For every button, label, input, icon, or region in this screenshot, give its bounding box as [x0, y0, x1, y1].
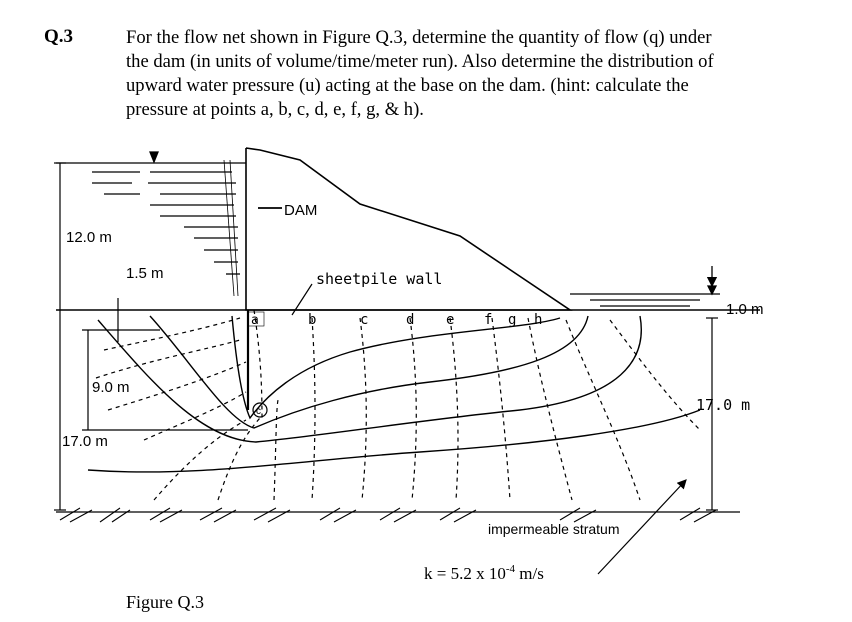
equipotential-line [312, 318, 315, 500]
dam-label: DAM [284, 202, 318, 219]
point-label-g: g [508, 312, 517, 328]
permeability-prefix: k = 5.2 x 10 [424, 564, 506, 583]
sheetpile-head-label: 1.5 m [126, 265, 164, 282]
point-label-f: f [484, 312, 493, 328]
equipotential-line [566, 320, 640, 500]
tailwater-level-triangle-icon [708, 286, 716, 294]
equipotential-line [528, 318, 572, 500]
equipotential-line [492, 318, 510, 500]
impermeable-stratum-label: impermeable stratum [488, 521, 620, 537]
figure-caption: Figure Q.3 [126, 592, 204, 612]
flow-line [232, 316, 560, 418]
permeability-label [424, 563, 544, 583]
upstream-head-label: 12.0 m [66, 229, 112, 246]
dimension-lines [54, 163, 718, 510]
water-level-triangle-icon [150, 152, 158, 162]
question-line: the dam (in units of volume/time/meter run). Also determine the distribution of [126, 51, 714, 72]
permeability-exponent: -4 [505, 563, 516, 575]
impermeable-stratum [56, 508, 740, 522]
equipotential-line [360, 318, 366, 500]
point-label-a: a [251, 313, 259, 328]
point-label-b: b [308, 312, 317, 328]
equipotential-line [410, 318, 416, 500]
tailwater-label: 1.0 m [726, 301, 764, 318]
tailwater [570, 266, 720, 306]
sheetpile-label: sheetpile wall [316, 270, 443, 288]
equipotential-line [144, 392, 246, 440]
flow-line [150, 316, 588, 428]
flow-lines [88, 316, 700, 472]
permeability-units: m/s [515, 564, 544, 583]
question-line: For the flow net shown in Figure Q.3, determine the quantity of flow (q) under [126, 27, 712, 48]
point-label-e: e [446, 312, 455, 328]
equipotential-line [274, 400, 278, 500]
point-label-d: d [406, 312, 415, 328]
question-number: Q.3 [44, 26, 74, 47]
question-line: upward water pressure (u) acting at the base on the dam. (hint: calculate the [126, 75, 689, 96]
point-label-h: h [534, 312, 543, 328]
flow-line [98, 316, 641, 442]
sheetpile-tip-label: c [256, 406, 261, 417]
sheetpile-depth-label: 9.0 m [92, 379, 130, 396]
equipotential-line [154, 420, 246, 500]
equipotential-line [96, 340, 240, 378]
soil-depth-left-label: 17.0 m [62, 433, 108, 450]
question-line: pressure at points a, b, c, d, e, f, g, & h). [126, 99, 424, 120]
point-label-c: c [360, 312, 369, 328]
equipotential-line [104, 318, 240, 350]
soil-depth-right-label: 17.0 m [696, 396, 751, 414]
equipotential-line [610, 320, 700, 430]
equipotential-line [450, 318, 458, 500]
